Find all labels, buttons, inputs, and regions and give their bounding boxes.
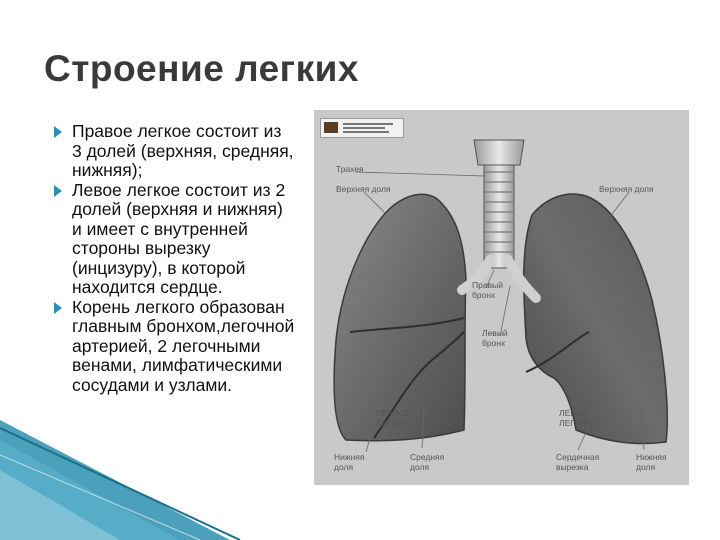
- triangle-bullet-icon: [54, 185, 62, 197]
- bullet-item: [50, 181, 295, 298]
- label-right-lower-lobe: Нижняя доля: [334, 452, 365, 472]
- label-right-lung: ПРАВОЕ ЛЕГКОЕ: [376, 408, 411, 428]
- bullet-item: [50, 298, 295, 396]
- book-icon: [324, 122, 338, 133]
- slide-title: Строение легких: [44, 48, 359, 89]
- label-right-bronchus: Правый бронх: [472, 280, 503, 300]
- triangle-bullet-icon: [54, 126, 62, 138]
- label-left-upper-lobe: Верхняя доля: [599, 184, 654, 194]
- label-right-upper-lobe: Верхняя доля: [336, 184, 391, 194]
- larynx-shape: [474, 140, 524, 165]
- triangle-bullet-icon: [54, 302, 62, 314]
- label-left-lower-lobe: Нижняя доля: [636, 452, 667, 472]
- label-middle-lobe: Средняя доля: [410, 452, 445, 472]
- right-lung-shape: [334, 194, 466, 440]
- label-left-bronchus: Левый бронх: [482, 328, 508, 348]
- bullet-text: Левое легкое состоит из 2 долей (верхняя и нижняя) и имеет с внутренней стороны вырезку (инцизуру), в которой находится сердце.: [72, 179, 286, 297]
- bullet-item: [50, 122, 295, 181]
- bullet-list: [50, 122, 295, 395]
- label-trachea: Трахея: [336, 164, 364, 174]
- bullet-text: Правое легкое состоит из 3 долей (верхняя, средняя, нижняя);: [72, 121, 294, 180]
- label-cardiac-notch: Сердечная вырезка: [556, 452, 600, 472]
- left-lung-shape: [524, 194, 668, 443]
- encyclopedia-logo: [320, 118, 404, 138]
- label-left-lung: ЛЕВОЕ ЛЕГКОЕ: [559, 408, 592, 428]
- corner-decoration: [0, 420, 720, 540]
- bullet-text: Корень легкого образован главным бронхом,легочной артерией, 2 легочными венами, лимфатическими сосудами и узлами.: [72, 296, 295, 395]
